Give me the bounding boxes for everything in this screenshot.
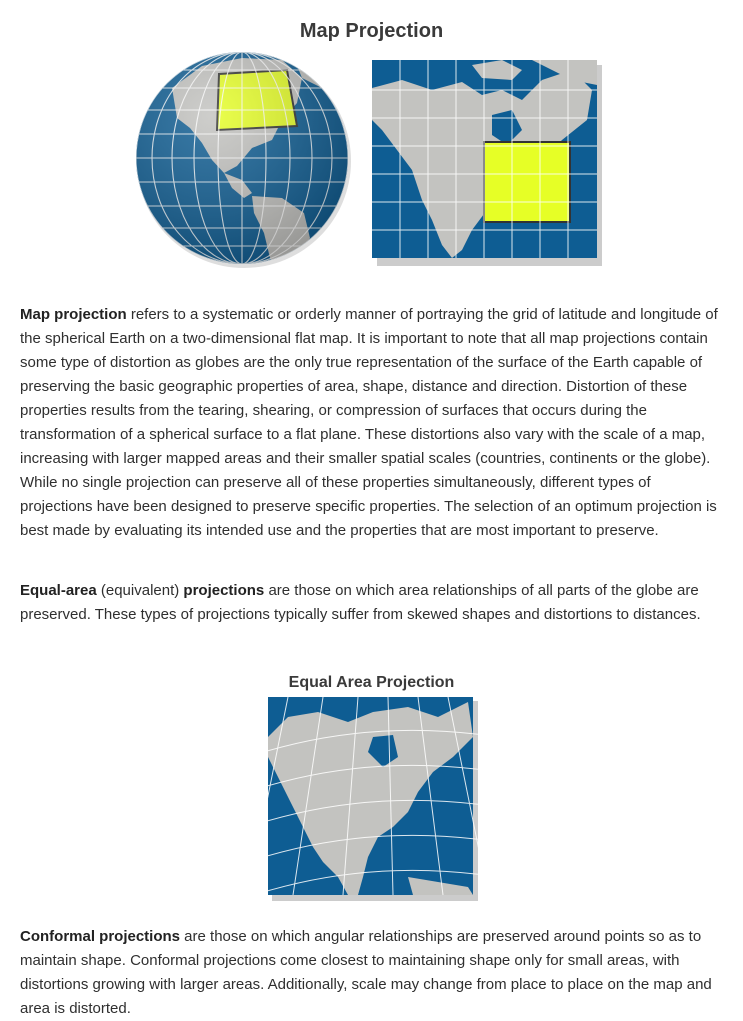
- equal-area-map-north-america-icon: [268, 697, 478, 901]
- term-conformal-projections: Conformal projections: [20, 928, 181, 945]
- term-equal-area: Equal-area: [20, 582, 97, 599]
- globe-with-graticule-icon: [132, 48, 358, 274]
- paragraph-text: are those on which area relationships of all parts of the globe are preserved. These types of projections typically suffer from skewed shapes and distortions to distances.: [20, 582, 701, 623]
- paragraph-equal-area: [20, 579, 726, 627]
- figure-title-equal-area-projection: Equal Area Projection: [288, 674, 455, 691]
- paragraph-text-mid: (equivalent): [96, 582, 184, 599]
- term-map-projection: Map projection: [20, 306, 127, 323]
- paragraph-conformal: [20, 925, 726, 1021]
- flat-map-north-america-icon: [372, 60, 602, 266]
- paragraph-text: refers to a systematic or orderly manner of portraying the grid of latitude and longitude of the spherical Earth on a two-dimensional flat map. It is important to note that all map projections contain some type of distortion as globes are the only true representation of the surface of the Earth capable of preserving the basic geographic properties of area, shape, distance and direction. Distortion of these properties results from the tearing, shearing, or compression of surfaces that occurs during the transformation of a spherical surface to a flat plane. These distortions also vary with the scale of a map, increasing with larger mapped areas and their smaller spatial scales (countries, continents or the globe). While no single projection can preserve all of these properties simultaneously, different types of projections have been designed to preserve specific properties. The selection of an optimum projection is best made by evaluating its intended use and the properties that are most important to preserve.: [20, 306, 718, 539]
- figure-title-map-projection: Map Projection: [299, 20, 444, 42]
- paragraph-text: are those on which angular relationships are preserved around points so as to maintain shape. Conformal projections come closest to maintaining shape only for small areas, with distortions growing with larger areas. Additionally, scale may change from place to place on the map and area is distorted.: [20, 928, 712, 1017]
- paragraph-map-projection: [20, 303, 726, 543]
- term-projections: projections: [183, 582, 265, 599]
